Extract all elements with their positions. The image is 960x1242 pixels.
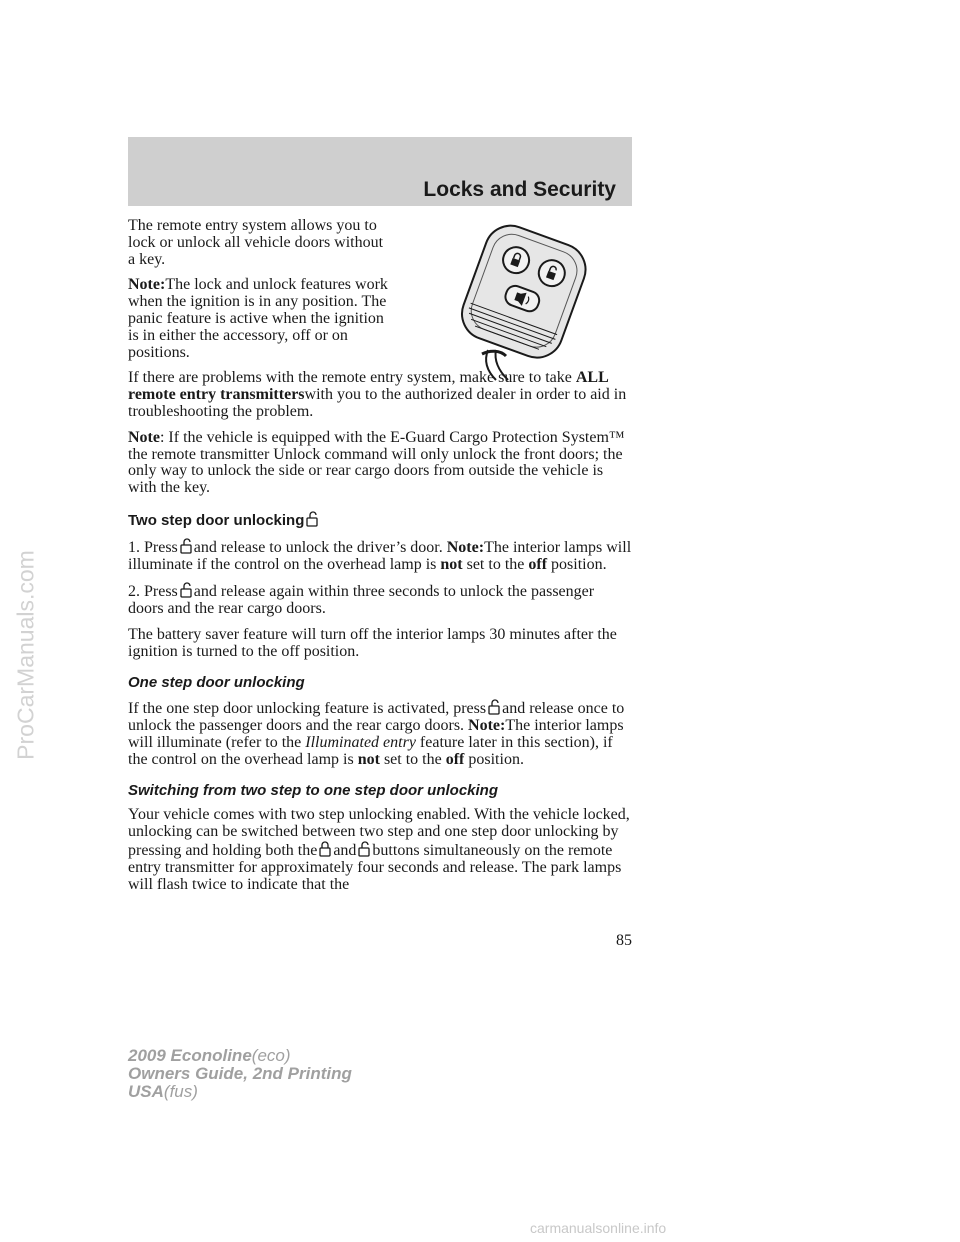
troubleshooting-paragraph [128,370,632,420]
two-step-step2: 2. Press and release again within three seconds to unlock the passenger doors and the rear cargo doors. [128,583,595,618]
section-header-band [128,137,632,206]
eguard-text: : If the vehicle is equipped with the E-Guard Cargo Protection System™ the remote transmitter Unlock command will only unlock the front doors; the only way to unlock the side or rear cargo doors from outside the vehicle is with the key. [128,428,625,497]
unlock-icon [179,538,193,554]
footer-line-3: USA(fus) [128,1082,198,1101]
footer-line-2: Owners Guide, 2nd Printing [128,1064,352,1083]
unlock-icon [305,511,319,527]
intro-paragraph: The remote entry system allows you to lock or unlock all vehicle doors without a key. [128,217,384,268]
eguard-note [128,430,632,497]
troubleshooting-bold: ALL remote entry transmitters [128,369,608,404]
eguard-label: Note [128,428,160,446]
switching-paragraph: Your vehicle comes with two step unlocking enabled. With the vehicle locked, unlocking can be switched between two step and one step door unlocking by pressing and holding both the and buttons simultaneously on the remote entry transmitter for approximately four seconds and release. The park lamps will flash twice to indicate that the [128,806,630,893]
unlock-icon [357,841,371,857]
unlock-icon [179,582,193,598]
troubleshooting-text-b: with you to the authorized dealer in order to aid in troubleshooting the problem. [128,386,627,420]
footer-line-1: 2009 Econoline(eco) [128,1046,291,1065]
section-title: Locks and Security [423,178,616,201]
battery-saver-paragraph: The battery saver feature will turn off the interior lamps 30 minutes after the ignition is turned to the off position. [128,625,617,660]
note-text: The lock and unlock features work when the ignition is in any position. The panic feature is active when the ignition is in either the accessory, off or on positions. [128,276,388,361]
two-step-step1: 1. Press and release to unlock the driver’s door. Note:The interior lamps will illuminate if the control on the overhead lamp is not set to the off position. [128,538,632,573]
one-step-paragraph: If the one step door unlocking feature is activated, press and release once to unlock the passenger doors and the rear cargo doors. Note:The interior lamps will illuminate (refer to the Illuminated entry feature later in this section), if the control on the overhead lamp is not set to the off position. [128,700,625,768]
two-step-heading: Two step door unlocking [128,511,632,530]
watermark-vertical: ProCarManuals.com [12,550,39,760]
lock-icon [318,841,332,857]
one-step-heading: One step door unlocking [128,673,305,691]
body-text [128,218,632,902]
note-label: Note: [128,276,166,294]
unlock-icon [487,699,501,715]
page-number: 85 [616,932,632,949]
troubleshooting-text-a: If there are problems with the remote entry system, make sure to take [128,369,572,387]
intro-note [128,277,388,361]
switching-heading: Switching from two step to one step door unlocking [128,781,498,799]
site-watermark: carmanualsonline.info [530,1220,667,1236]
document-footer [128,1047,352,1101]
